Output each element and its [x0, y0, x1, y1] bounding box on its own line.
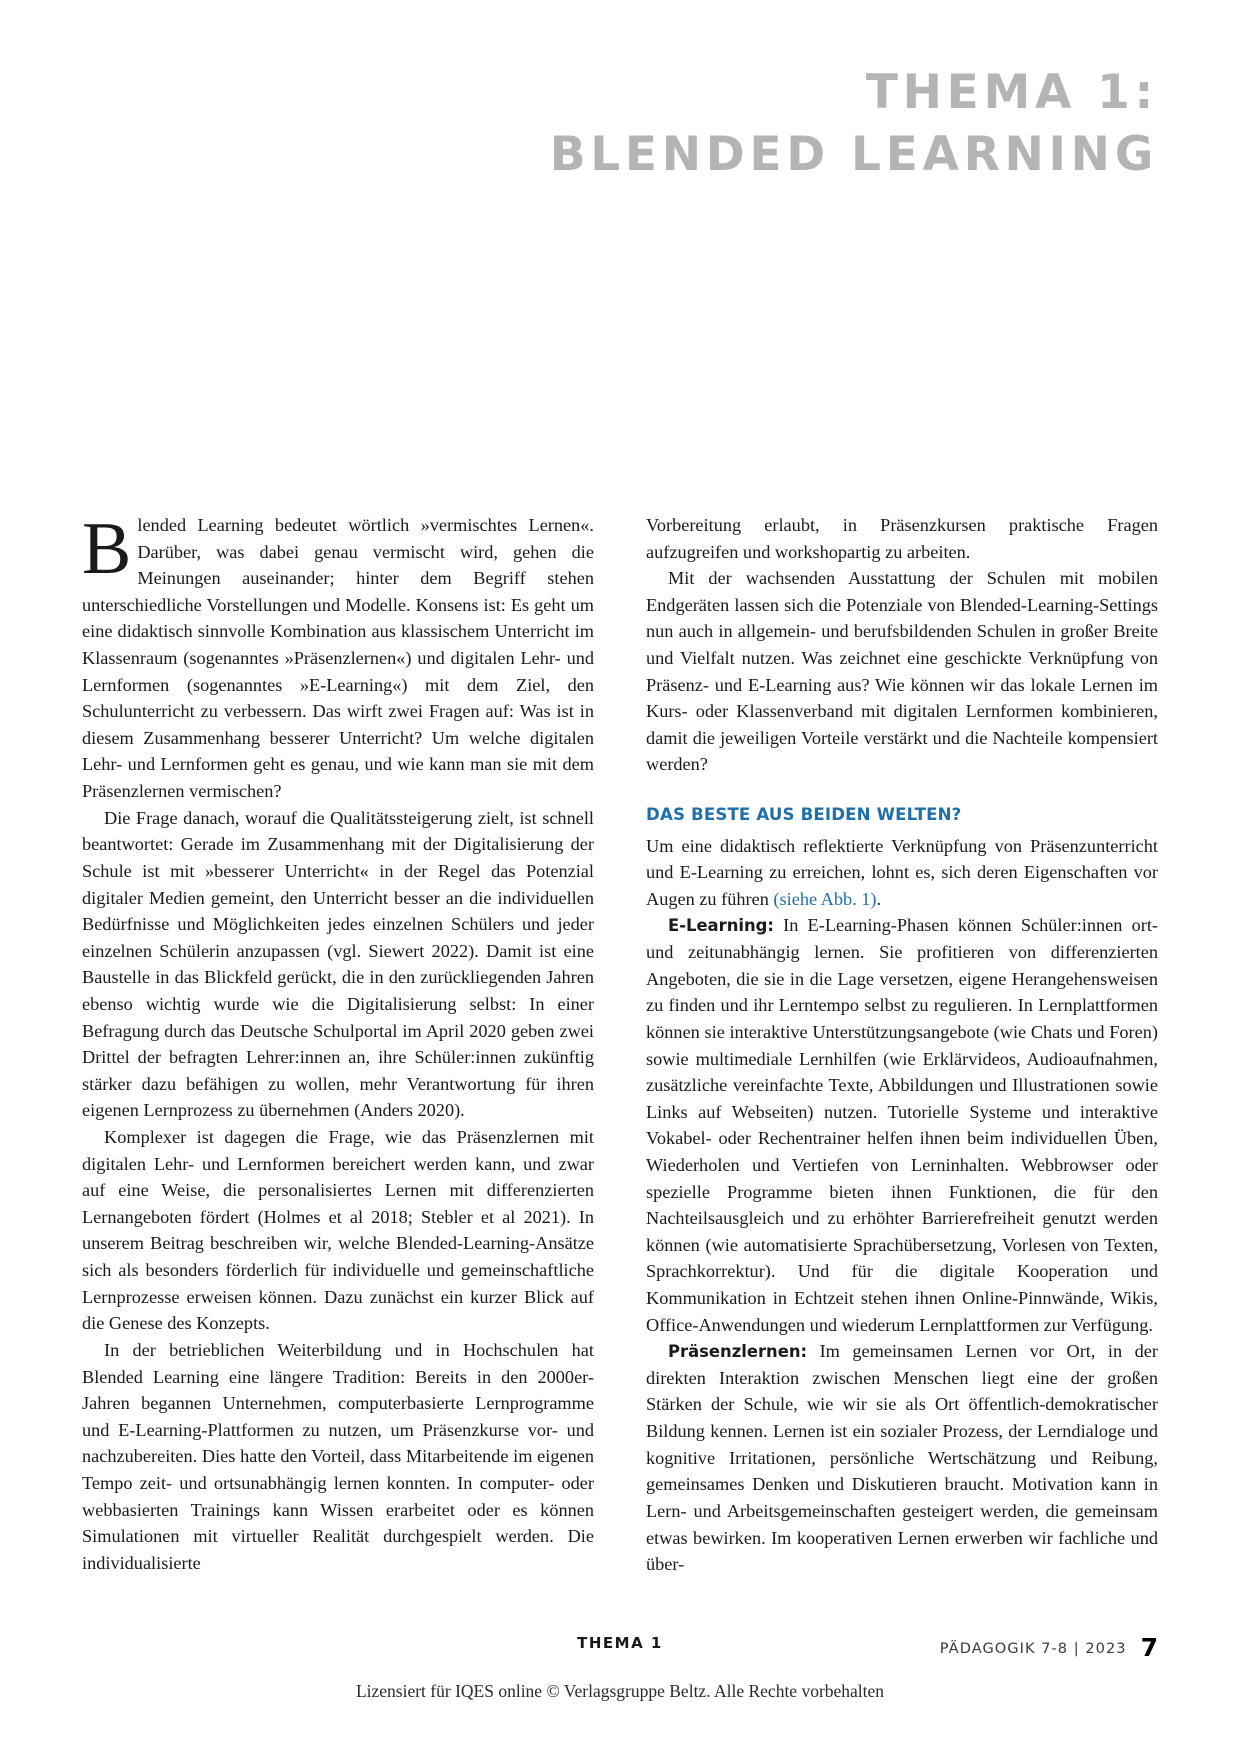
header-title-line2: BLENDED LEARNING: [549, 127, 1158, 183]
footer-section-label: THEMA 1: [577, 1634, 663, 1652]
paragraph-right-3-tail: .: [876, 888, 882, 909]
runin-label-elearning: E-Learning:: [668, 916, 774, 936]
paragraph-right-3: [646, 833, 1158, 913]
page-footer: [82, 1632, 1158, 1662]
section-subheading: DAS BESTE AUS BEIDEN WELTEN?: [646, 805, 962, 825]
paragraph-praesenzlernen-text: Im gemeinsamen Lernen vor Ort, in der direkten Interaktion zwischen Menschen liegt eine der großen Stärken der Schule, wie wir sie als Ort öffentlich-demokratischer Bildung kennen. Lernen ist ein sozialer Prozess, der Lerndialoge und kognitive Irritationen, persönliche Wertschätzung und Reibung, gemeinsames Denken und Diskutieren braucht. Motivation kann in Lern- und Arbeitsgemeinschaften gesteigert werden, die gemeinsam etwas bewirken. Im kooperativen Lernen erwerben wir fachliche und über-: [646, 1341, 1158, 1575]
paragraph-left-4: In der betrieblichen Weiterbildung und in Hochschulen hat Blended Learning eine längere Tradition: Bereits in den 2000er-Jahren begannen Unternehmen, computerbasierte Lernprogramme und E-Learning-Plattformen zu nutzen, um Präsenzkurse vor- und nachzubereiten. Dies hatte den Vorteil, dass Mitarbeitende im eigenen Tempo zeit- und ortsunabhängig lernen konnten. In computer- oder webbasierten Trainings kann Wissen erarbeitet oder es können Simulationen mit virtueller Realität durchgespielt werden. Die individualisierte: [82, 1339, 594, 1573]
paragraph-praesenzlernen: [646, 1338, 1158, 1577]
drop-cap: B: [82, 508, 132, 590]
page-header: [82, 62, 1158, 186]
right-column: [646, 512, 1158, 1578]
paragraph-intro-text: lended Learning bedeutet wörtlich »vermischtes Lernen«. Darüber, was dabei genau vermischt wird, gehen die Meinungen auseinander; hinter dem Begriff stehen unterschiedliche Vorstellungen und Modelle. Konsens ist: Es geht um eine didaktisch sinnvolle Kombination aus klassischem Unterricht im Klassenraum (sogenanntes »Präsenzlernen«) und digitalen Lehr- und Lernformen (sogenanntes »E-Learning«) mit dem Ziel, den Schulunterricht zu verbessern. Das wirft zwei Fragen auf: Was ist in diesem Zusammenhang besserer Unterricht? Um welche digitalen Lehr- und Lernformen geht es genau, und wie kann man sie mit dem Präsenzlernen vermischen?: [82, 515, 594, 802]
header-title-line1: THEMA 1:: [865, 65, 1158, 120]
figure-reference-link[interactable]: (siehe Abb. 1): [773, 888, 877, 909]
runin-label-praesenzlernen: Präsenzlernen:: [668, 1342, 808, 1362]
paragraph-right-2: Mit der wachsenden Ausstattung der Schulen mit mobilen Endgeräten lassen sich die Potenziale von Blended-Learning-Settings nun auch in allgemein- und berufsbildenden Schulen in großer Breite und Vielfalt nutzen. Was zeichnet eine geschickte Verknüpfung von Präsenz- und E-Learning aus? Wie können wir das lokale Lernen im Kurs- oder Klassenverband mit digitalen Lernformen kombinieren, damit die jeweiligen Vorteile verstärkt und die Nachteile kompensiert werden?: [646, 568, 1158, 775]
paragraph-intro: [82, 508, 594, 805]
paragraph-elearning-text: In E-Learning-Phasen können Schüler:innen ort- und zeitunabhängig lernen. Sie profitieren von differenzierten Angeboten, die sie in die Lage versetzen, eigene Herangehensweisen zu finden und ihr Lerntempo selbst zu regulieren. In Lernplattformen können sie interaktive Unterstützungsangebote (wie Chats und Foren) sowie multimediale Lernhilfen (wie Erklärvideos, Audioaufnahmen, zusätzliche vereinfachte Texte, Abbildungen und Illustrationen sowie Links auf Webseiten) nutzen. Tutorielle Systeme und interaktive Vokabel- oder Rechentrainer helfen ihnen beim individuellen Üben, Wiederholen und Vertiefen von Lerninhalten. Webbrowser oder spezielle Programme bieten ihnen Funktionen, die für den Nachteilsausgleich und zu erhöhter Barrierefreiheit genutzt werden können (wie automatisierte Sprachübersetzung, Vorlesen von Texten, Sprachkorrektur). Und für die digitale Kooperation und Kommunikation in Echtzeit stehen ihnen Online-Pinnwände, Wikis, Office-Anwendungen und wiederum Lernplattformen zur Verfügung.: [646, 915, 1158, 1335]
article-body: [82, 508, 1158, 1578]
footer-right-group: [939, 1632, 1158, 1662]
license-notice: Lizensiert für IQES online © Verlagsgruppe Beltz. Alle Rechte vorbehalten: [355, 1681, 885, 1701]
paragraph-left-3: Komplexer ist dagegen die Frage, wie das Präsenzlernen mit digitalen Lehr- und Lernformen bereichert werden kann, und zwar auf eine Weise, die personalisiertes Lernen mit differenzierten Lernangeboten fördert (Holmes et al 2018; Stebler et al 2021). In unserem Beitrag beschreiben wir, welche Blended-Learning-Ansätze sich als besonders förderlich für individuelle und gemeinschaftliche Lernprozesse erweisen können. Dazu zunächst ein kurzer Blick auf die Genese des Konzepts.: [82, 1127, 594, 1334]
paragraph-elearning: [646, 912, 1158, 1338]
paragraph-right-3-text: Um eine didaktisch reflektierte Verknüpfung von Präsenzunterricht und E-Learning zu erreichen, lohnt es, sich deren Eigenschaften vor Augen zu führen: [646, 835, 1158, 909]
paragraph-right-1: Vorbereitung erlaubt, in Präsenzkursen praktische Fragen aufzugreifen und workshopartig zu arbeiten.: [646, 515, 1158, 562]
page-number: 7: [1140, 1633, 1158, 1662]
paragraph-left-2: Die Frage danach, worauf die Qualitätssteigerung zielt, ist schnell beantwortet: Gerade im Zusammenhang mit der Digitalisierung der Schule ist mit »besserer Unterricht« in der Regel das Potenzial digitaler Medien gemeint, den Unterricht besser an die individuellen Bedürfnisse und Möglichkeiten jedes einzelnen Schülers und jeder einzelnen Schülerin anzupassen (vgl. Siewert 2022). Damit ist eine Baustelle in das Blickfeld gerückt, die in den zurückliegenden Jahren ebenso wichtig wurde wie die Digitalisierung selbst: In einer Befragung durch das Deutsche Schulportal im April 2020 geben zwei Drittel der befragten Lehrer:innen an, ihre Schüler:innen zukünftig stärker dazu befähigen zu wollen, mehr Verantwortung für ihren eigenen Lernprozess zu übernehmen (Anders 2020).: [82, 807, 594, 1121]
left-column: [82, 508, 594, 1578]
footer-issue-label: PÄDAGOGIK 7-8 | 2023: [939, 1640, 1127, 1657]
